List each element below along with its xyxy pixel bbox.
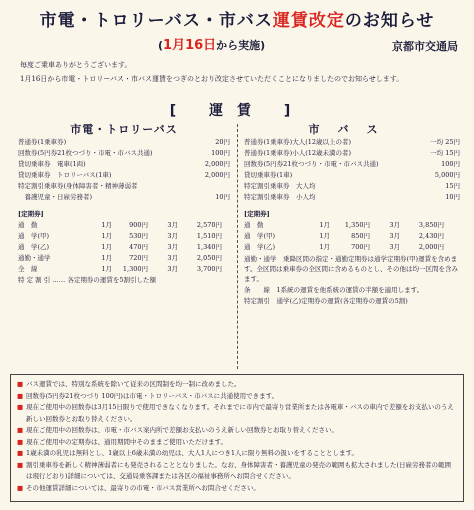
tram-pass-table (18, 220, 230, 286)
notice-title (0, 6, 474, 31)
pass-row: 通勤・通学 1月 720円 3月 2,050円 (18, 254, 222, 262)
pass-row: 全 線 1月 1,300円 3月 3,700円 (18, 265, 222, 273)
bus-pass-title: [定期券] (244, 210, 270, 218)
note-item: ■ 1歳未満の乳児は無料とし、1歳以上6歳未満の幼児は、大人1人につき1人に限り無料の扱いをすることとします。 (17, 448, 457, 460)
note-item: ■ 回数券(5円券21枚つづり 100円)は市電・トロリーバス・市バスに共通使用できます。 (17, 391, 457, 403)
note-item: ■ その他運賃詳細については、最寄りの市電・市バス営業所へお問合せください。 (17, 483, 457, 495)
fare-row: 貸切乗車券 電車(1両) 2,000円 (18, 160, 230, 168)
title-part1: 市電・トロリーバス・市バス (39, 11, 273, 31)
bus-fare-list (244, 137, 460, 203)
pass-note: 特定割引 通学(乙)定期券の運賃(各定期券の運賃の5割) (244, 297, 408, 305)
fare-row: 普通券(1乗車券) 20円 (18, 138, 230, 146)
pass-note: 特 定 割 引 …… 各定期券の運賃を5割引した額 (18, 276, 156, 284)
fare-row: 特定割引乗車券 大人均 15円 (244, 182, 460, 190)
date-rest: から実施) (216, 39, 266, 52)
issuer: 京都市交通局 (392, 40, 458, 53)
section-title: [ 運賃 ] (169, 103, 305, 119)
tram-pass-title: [定期券] (18, 210, 44, 218)
fare-row: 普通券(1乗車券)大人(12歳以上の者) 一均 25円 (244, 138, 460, 146)
bullet-square-icon: ■ (17, 391, 24, 400)
note-item: ■ 現在ご使用中の回数券は、市電・市バス案内所で差額お支払いのうえ新しい回数券とお取り替えください。 (17, 425, 457, 437)
note-item: ■ 割引乗車券を新しく精神薄弱者にも発売されることとなりました。なお、身体障害者・養護児童の発売の範囲も拡大されました(日雇労務者の範囲は現行どおり)詳細については、交通局乗客課または各区の福祉事務所へお問合せください。 (17, 460, 457, 483)
effective-date (158, 34, 265, 53)
note-item: ■ 現在ご使用中の定期券は、通用期間中そのままご使用いただけます。 (17, 437, 457, 449)
fare-row: 回数券(5円券21枚つづり・市電・市バス共通) 100円 (244, 160, 460, 168)
tram-fare-list (18, 137, 230, 203)
title-part2: のお知らせ (344, 11, 435, 31)
intro-line1: 毎度ご乗車ありがとうございます。 (20, 61, 132, 69)
pass-row: 通 学(乙) 1月 470円 3月 1,340円 (18, 243, 222, 251)
city-bus-column (244, 124, 460, 306)
city-bus-heading: 市バス (308, 123, 396, 136)
fare-row: 貸切乗車券(1車) 5,000円 (244, 171, 460, 179)
section-title-text: 運賃 (209, 103, 265, 119)
fare-row: 貸切乗車券 トロリーバス(1車) 2,000円 (18, 171, 230, 179)
intro-text (20, 58, 462, 86)
column-divider (237, 124, 238, 369)
tram-trolley-heading: 市電・トロリーバス (70, 123, 178, 136)
pass-row: 通 勤 1月 900円 3月 2,570円 (18, 221, 222, 229)
fare-row: 普通券(1乗車券)小人(12歳未満の者) 一均 15円 (244, 149, 460, 157)
intro-line2: 1月16日から市電・トロリーバス・市バス運賃をつぎのとおり改定させていただくことになりましたのでお知らせします。 (20, 75, 404, 83)
pass-note: 条 線 1系統の運賃を他系統の運賃の半額を適用します。 (244, 286, 424, 294)
notes-box (10, 374, 464, 502)
pass-row: 通 勤 1月 1,350円 3月 3,850円 (244, 221, 444, 229)
note-item: ■ 現在ご使用中の回数券は3月15日限りで使用できなくなります。それまでに市内で最寄り営業所または各電車・バスの車内で差額をお支払いのうえ新しい回数券とお取り替えください。 (17, 402, 457, 425)
pass-note: 通勤・通学 乗降区間の指定・通勤定期券は通学定期券(甲)運賃を含めます。全区間は乗車券の全区間に含めるものとし、その他は均一区間を含みます。 (244, 255, 458, 283)
bullet-square-icon: ■ (17, 380, 24, 388)
bullet-square-icon: ■ (17, 483, 24, 492)
date-value: 1月16日 (163, 38, 217, 53)
bullet-square-icon: ■ (17, 403, 24, 411)
title-highlight: 運賃改定 (272, 11, 345, 31)
bus-pass-table (244, 220, 460, 306)
note-item: ■ バス運賃では、特別な系統を除いて従来の区間制を均一制に改めました。 (17, 379, 457, 391)
date-paren: ( (158, 39, 164, 52)
bullet-square-icon: ■ (17, 426, 24, 434)
pass-row: 通 学(乙) 1月 700円 3月 2,000円 (244, 243, 444, 251)
fare-row: 特定割引乗車券(身体障害者・精神薄弱者 (18, 182, 138, 190)
tram-trolley-column (18, 124, 230, 286)
pass-row: 通 学(甲) 1月 850円 3月 2,430円 (244, 232, 444, 240)
fare-row: 特定割引乗車券 小人均 10円 (244, 193, 460, 201)
fare-row: 養護児童・日雇労務者) 10円 (18, 193, 230, 201)
fare-row: 回数券(5円券21枚つづり・市電・市バス共通) 100円 (18, 149, 230, 157)
bullet-square-icon: ■ (17, 460, 24, 469)
pass-row: 通 学(甲) 1月 530円 3月 1,510円 (18, 232, 222, 240)
bullet-square-icon: ■ (17, 437, 24, 446)
bullet-square-icon: ■ (17, 449, 24, 457)
